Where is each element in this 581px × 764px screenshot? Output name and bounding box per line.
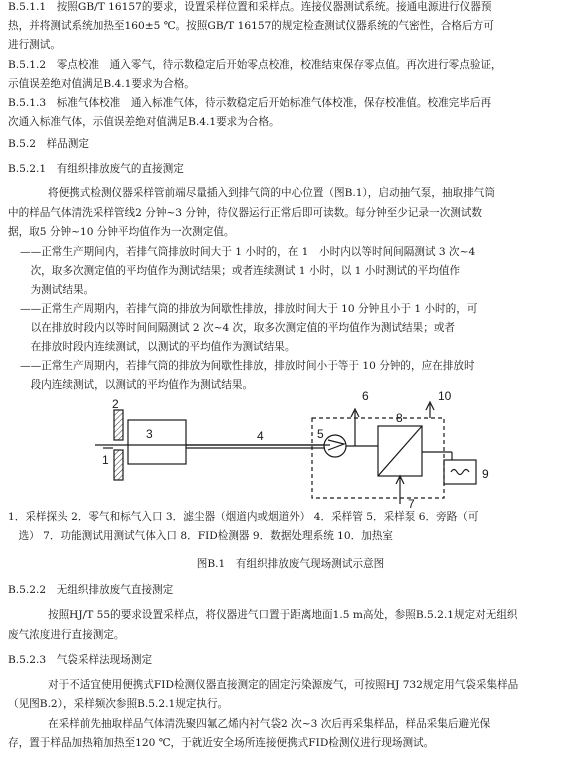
text-line: 热，并将测试系统加热至160±5 ℃。按照GB/T 16157的规定检查测试仪器系统的气密性，合格后方可 (8, 20, 494, 32)
paragraph-line: 废气浓度进行直接测定。 (8, 629, 125, 641)
paragraph-line: （见图B.2），采样频次参照B.5.2.1规定执行。 (8, 698, 229, 710)
text-line: B.5.1.2 零点校准 通入零气，待示数稳定后开始零点校准，校准结束保存零点值。再次进行零点验证， (8, 59, 502, 71)
label-3: 3 (146, 427, 153, 441)
subsection-heading: B.5.2.3 气袋采样法现场测定 (8, 654, 153, 666)
paragraph-line: 中的样品气体清洗采样管线2 分钟~3 分钟，待仪器运行正常后即可读数。每分钟至少记录一次测试数 (8, 207, 483, 219)
bullet-line: ——正常生产周期内，若排气筒的排放为间歇性排放，排放时间大于 10 分钟且小于 1 小时的，可 (20, 303, 478, 315)
text-line: 次通入标准气体，示值误差绝对值满足B.4.1要求为合格。 (8, 116, 280, 128)
bullet-line: 以在排放时段内以等时间间隔测试 2 次~4 次，取多次测定值的平均值作为测试结果；或者 (20, 322, 456, 334)
text-line: 示值误差绝对值满足B.4.1要求为合格。 (8, 78, 195, 90)
subsection-heading: B.5.2.2 无组织排放废气直接测定 (8, 584, 174, 596)
subsection-heading: B.5.2.1 有组织排放废气的直接测定 (8, 163, 184, 175)
sampling-probe (114, 410, 123, 440)
bullet-line: ——正常生产期间内，若排气筒排放时间大于 1 小时的，在 1 小时内以等时间间隔测试 3 次~4 (20, 246, 476, 258)
figure-caption: 图B.1 有组织排放废气现场测试示意图 (196, 558, 385, 570)
figure-legend: 1．采样探头 2．零气和标气入口 3．滤尘器（烟道内或烟道外） 4．采样管 5．采样泵 6．旁路（可 (8, 511, 479, 523)
label-6: 6 (362, 389, 369, 403)
text-line: B.5.1.3 标准气体校准 通入标准气体，待示数稳定后开始标准气体校准，保存校准值。校准完毕后再 (8, 97, 492, 109)
label-7: 7 (408, 497, 415, 511)
paragraph-line: 将便携式检测仪器采样管前端尽量插入到排气筒的中心位置（图B.1），启动抽气泵，抽取排气筒 (48, 187, 495, 199)
paragraph-line: 据，取5 分钟~10 分钟平均值作为一次测定值。 (8, 226, 235, 238)
section-heading: B.5.2 样品测定 (8, 138, 89, 150)
bullet-line: 段内连续测试，以测试的平均值作为测试结果。 (20, 379, 254, 391)
bullet-line: 在排放时段内连续测试，以测试的平均值作为测试结果。 (20, 341, 296, 353)
bullet-line: 为测试结果。 (20, 284, 95, 296)
label-8: 8 (396, 411, 403, 425)
dust-filter (128, 420, 186, 464)
data-processing-system (444, 460, 476, 484)
figure-legend: 选） 7．功能测试用测试气体入口 8．FID检测器 9．数据处理系统 10．加热室 (8, 530, 394, 542)
label-2: 2 (112, 397, 119, 411)
label-9: 9 (482, 467, 489, 481)
bullet-line: 次，取多次测定值的平均值作为测试结果；或者连续测试 1 小时，以 1 小时测试的平均值作 (20, 265, 461, 277)
figure-diagram (0, 388, 581, 514)
text-line: 进行测试。 (8, 39, 61, 51)
label-4: 4 (257, 429, 264, 443)
paragraph-line: 在采样前先抽取样品气体清洗聚四氟乙烯内衬气袋2 次~3 次后再采集样品，样品采集后避光保 (48, 718, 491, 730)
sampling-pump (324, 435, 346, 457)
paragraph-line: 存，置于样品加热箱加热至120 ℃，于就近安全场所连接便携式FID检测仪进行现场测试。 (8, 737, 435, 749)
label-1: 1 (102, 453, 109, 467)
paragraph-line: 按照HJ/T 55的要求设置采样点，将仪器进气口置于距离地面1.5 m高处，参照B.5.2.1规定对无组织 (48, 609, 518, 621)
text-line: B.5.1.1 按照GB/T 16157的要求，设置采样位置和采样点。连接仪器测试系统。接通电源进行仪器预 (8, 1, 492, 13)
label-5: 5 (317, 427, 324, 441)
paragraph-line: 对于不适宜使用便携式FID检测仪器直接测定的固定污染源废气，可按照HJ 732规定用气袋采集样品 (48, 679, 519, 691)
sampling-probe-lower (114, 450, 123, 480)
bullet-line: ——正常生产周期内，若排气筒的排放为间歇性排放，排放时间小于等于 10 分钟的，应在排放时 (20, 360, 475, 372)
label-10: 10 (438, 389, 452, 403)
